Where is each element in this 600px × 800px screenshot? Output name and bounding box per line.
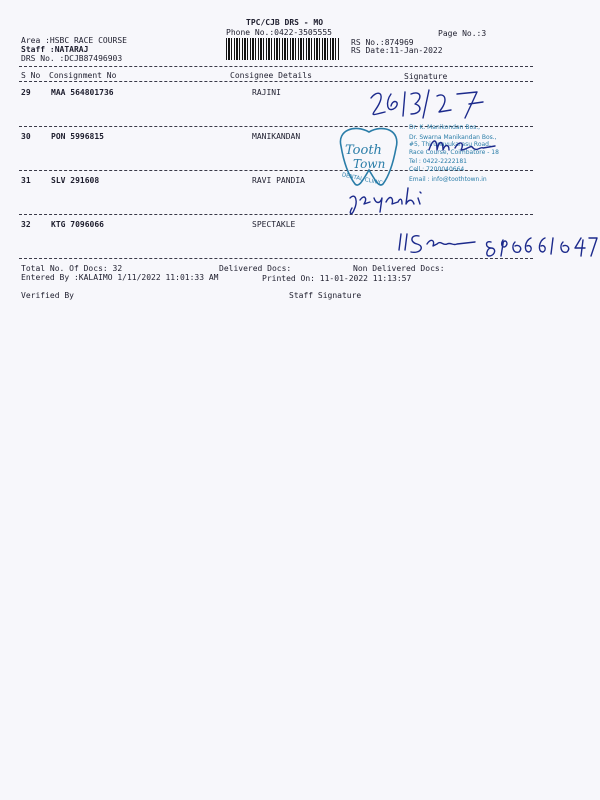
stamp-line: Cell : 7200040664 [409, 165, 465, 173]
col-header-consignment: Consignment No [49, 71, 117, 80]
document-title: TPC/CJB DRS - MO [246, 18, 324, 27]
row-consignee: RAVI PANDIA [252, 176, 305, 185]
page-number: Page No.:3 [438, 29, 487, 38]
row-divider [19, 214, 533, 215]
row-sno: 31 [21, 176, 31, 185]
row-consignment-no: KTG 7096066 [51, 220, 104, 229]
logo-arc-text: DENTAL CLINIC [341, 172, 383, 187]
staff-label: Staff :NATARAJ [21, 45, 89, 54]
logo-text-town: Town [353, 157, 386, 171]
row-sno: 30 [21, 132, 31, 141]
verified-by: Verified By [21, 291, 74, 300]
col-header-signature: Signature [404, 72, 448, 81]
row-consignee: SPECTAKLE [252, 220, 296, 229]
delivered-docs: Delivered Docs: [219, 264, 292, 273]
handwritten-signature-row32 [395, 226, 600, 262]
stamp-line: Dr. K. Manikondan Bos., [409, 124, 481, 131]
logo-text-tooth: Tooth [345, 143, 382, 158]
barcode [226, 38, 340, 60]
row-consignment-no: SLV 291608 [51, 176, 100, 185]
drs-number: DRS No. :DCJB87496903 [21, 54, 123, 63]
col-header-consignee: Consignee Details [230, 71, 312, 80]
row-consignment-no: MAA 564801736 [51, 88, 114, 97]
row-sno: 32 [21, 220, 31, 229]
area-label: Area :HSBC RACE COURSE [21, 36, 127, 45]
non-delivered-docs: Non Delivered Docs: [353, 264, 445, 273]
stamp-line: Dr. Swarna Manikandan Bos., [409, 133, 497, 141]
handwritten-signature-row31 [346, 180, 436, 222]
stamp-line: Race Course, Coimbatore - 18 [409, 148, 499, 156]
total-docs: Total No. Of Docs: 32 [21, 264, 123, 273]
row-consignee: MANIKANDAN [252, 132, 301, 141]
staff-signature-label: Staff Signature [289, 291, 362, 300]
row-consignment-no: PON 5996815 [51, 132, 104, 141]
divider [19, 66, 533, 67]
stamp-line: #5, Thirunavukarasu Road, [409, 141, 491, 149]
rs-number: RS No.:874969 [351, 38, 414, 47]
handwritten-signature-row29 [365, 84, 505, 124]
row-sno: 29 [21, 88, 31, 97]
entered-by: Entered By :KALAIMO 1/11/2022 11:01:33 AM [21, 273, 219, 282]
stamp-line: Tel : 0422-2222181 [409, 158, 467, 166]
stamp-line: Email : info@toothtown.in [409, 175, 487, 183]
handwritten-signature-row30 [425, 132, 505, 156]
rs-date: RS Date:11-Jan-2022 [351, 46, 443, 55]
phone-number: Phone No.:0422-3505555 [226, 28, 332, 37]
divider [19, 81, 533, 82]
col-header-sno: S No [21, 71, 41, 80]
printed-on: Printed On: 11-01-2022 11:13:57 [262, 274, 412, 283]
row-consignee: RAJINI [252, 88, 281, 97]
